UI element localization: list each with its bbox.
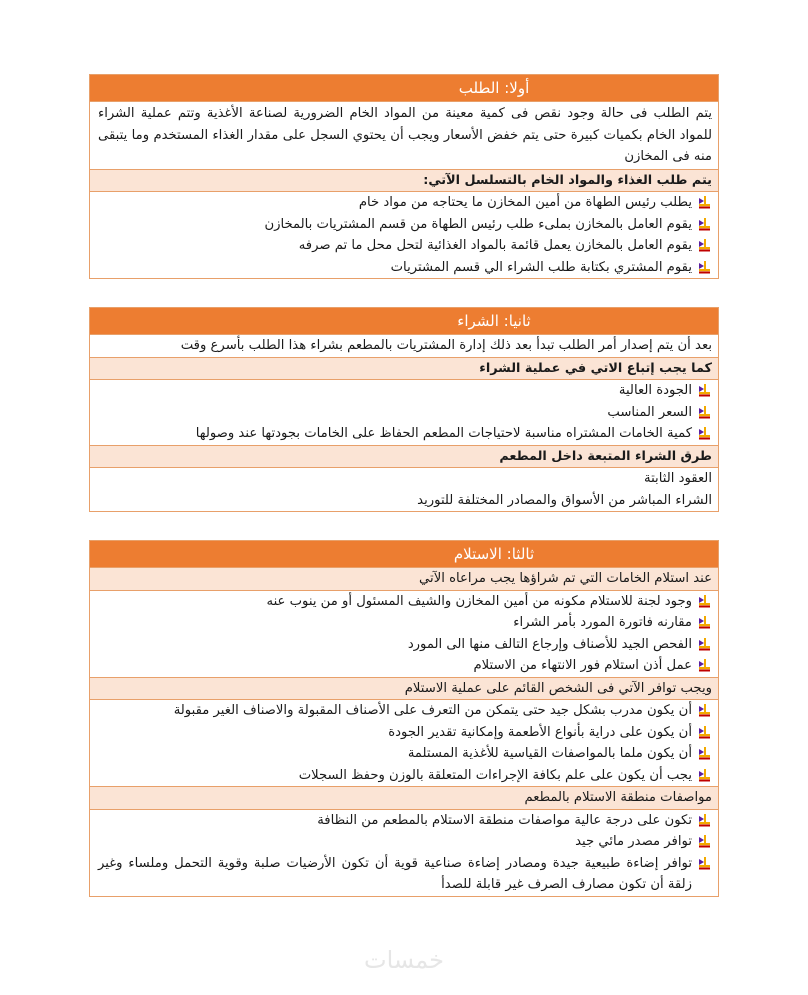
section-title: أولا: الطلب — [458, 79, 530, 97]
list-item: الجودة العالية — [98, 380, 712, 402]
section-title: ثالثا: الاستلام — [453, 545, 535, 563]
list-item: توافر مصدر مائي جيد — [98, 831, 712, 853]
bullet-icon — [698, 814, 711, 827]
list-item: كمية الخامات المشتراه مناسبة لاحتياجات المطعم الحفاظ على الخامات بجودتها عند وصولها — [98, 423, 712, 445]
list-item: الشراء المباشر من الأسواق والمصادر المختلفة للتوريد — [417, 492, 712, 508]
list-item: يجب أن يكون على علم بكافة الإجراءات المتعلقة بالوزن وحفظ السجلات — [98, 765, 712, 787]
list-item: توافر إضاءة طبيعية جيدة ومصادر إضاءة صناعية قوية أن تكون الأرضيات صلبة وقوية التحمل وملساء وغير زلقة أن تكون مصارف الصرف غير قابلة للصدأ — [98, 853, 712, 896]
section-title: ثانيا: الشراء — [457, 312, 531, 330]
watermark-logo: خمسات — [363, 946, 445, 974]
bullet-list — [90, 810, 718, 896]
bullet-icon — [698, 726, 711, 739]
section-subheading: ويجب توافر الآتي فى الشخص القائم على عملية الاستلام — [90, 678, 718, 701]
section-subheading: عند استلام الخامات التي تم شراؤها يجب مراعاه الآتي — [90, 568, 718, 591]
list-item: السعر المناسب — [98, 402, 712, 424]
bullet-icon — [698, 704, 711, 717]
bullet-icon — [698, 261, 711, 274]
section-intro: يتم الطلب فى حالة وجود نقص فى كمية معينة من المواد الخام الضرورية لصناعة الأغذية وتتم عملية الشراء للمواد الخام بكميات كبيرة حتى يتم خفض الأسعار ويجب أن يحتوي السجل على مقدار الغذاء المستخدم وما يتبقى منه فى المخازن — [90, 102, 718, 170]
bullet-icon — [698, 406, 711, 419]
list-item: عمل أذن استلام فور الانتهاء من الاستلام — [98, 655, 712, 677]
bullet-icon — [698, 196, 711, 209]
list-item: أن يكون على دراية بأنواع الأطعمة وإمكانية تقدير الجودة — [98, 722, 712, 744]
bullet-icon — [698, 857, 711, 870]
list-item: يطلب رئيس الطهاة من أمين المخازن ما يحتاجه من مواد خام — [98, 192, 712, 214]
list-item: العقود الثابتة — [644, 471, 712, 486]
bullet-icon — [698, 239, 711, 252]
bullet-icon — [698, 595, 711, 608]
bullet-icon — [698, 659, 711, 672]
bullet-icon — [698, 616, 711, 629]
list-item: أن يكون ملما بالمواصفات القياسية للأغذية المستلمة — [98, 743, 712, 765]
section-receiving-header — [90, 541, 718, 568]
bullet-icon — [698, 384, 711, 397]
section-purchase-header — [90, 308, 718, 335]
section-purchase — [89, 307, 719, 512]
bullet-icon — [698, 427, 711, 440]
bullet-list — [90, 380, 718, 446]
methods-list — [90, 468, 718, 511]
section-subheading: كما يجب إتباع الاتي في عملية الشراء — [90, 358, 718, 381]
bullet-icon — [698, 835, 711, 848]
list-item: تكون على درجة عالية مواصفات منطقة الاستلام بالمطعم من النظافة — [98, 810, 712, 832]
methods-heading: طرق الشراء المتبعة داخل المطعم — [90, 446, 718, 469]
bullet-list — [90, 591, 718, 678]
list-item: يقوم المشتري بكتابة طلب الشراء الي قسم المشتريات — [98, 257, 712, 279]
section-intro: بعد أن يتم إصدار أمر الطلب تبدأ بعد ذلك إدارة المشتريات بالمطعم بشراء هذا الطلب بأسرع وقت — [90, 335, 718, 358]
bullet-icon — [698, 769, 711, 782]
section-order-header — [90, 75, 718, 102]
bullet-icon — [698, 638, 711, 651]
section-subheading: يتم طلب الغذاء والمواد الخام بالتسلسل الآتي: — [90, 170, 718, 193]
list-item: يقوم العامل بالمخازن بملىء طلب رئيس الطهاة من قسم المشتريات بالمخازن — [98, 214, 712, 236]
list-item: الفحص الجيد للأصناف وإرجاع التالف منها الى المورد — [98, 634, 712, 656]
list-item: وجود لجنة للاستلام مكونه من أمين المخازن والشيف المسئول أو من ينوب عنه — [98, 591, 712, 613]
list-item: مقارنه فاتورة المورد بأمر الشراء — [98, 612, 712, 634]
bullet-list — [90, 700, 718, 787]
section-subheading: مواصفات منطقة الاستلام بالمطعم — [90, 787, 718, 810]
list-item: يقوم العامل بالمخازن يعمل قائمة بالمواد الغذائية لتحل محل ما تم صرفه — [98, 235, 712, 257]
section-order — [89, 74, 719, 279]
list-item: أن يكون مدرب بشكل جيد حتى يتمكن من التعرف على الأصناف المقبولة والاصناف الغير مقبولة — [98, 700, 712, 722]
section-receiving — [89, 540, 719, 897]
bullet-list — [90, 192, 718, 278]
bullet-icon — [698, 218, 711, 231]
bullet-icon — [698, 747, 711, 760]
